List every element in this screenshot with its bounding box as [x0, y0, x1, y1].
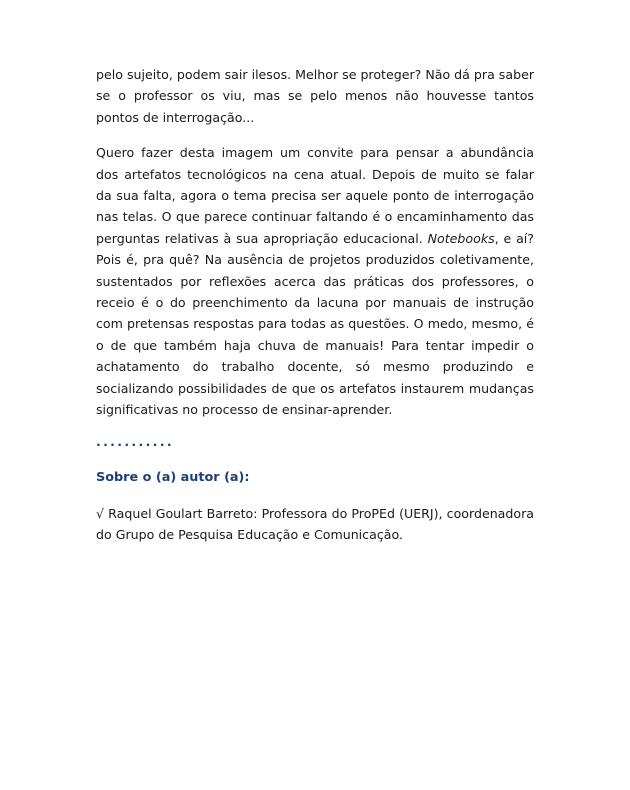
author-bio-text: Raquel Goulart Barreto: Professora do ProPEd (UERJ), coordenadora do Grupo de Pesquisa Educação e Comunicação. [96, 505, 534, 542]
author-heading: Sobre o (a) autor (a): [96, 469, 250, 485]
section-separator: ........... [96, 433, 174, 449]
paragraph-2-text-b: , e aí? Pois é, pra quê? Na ausência de projetos produzidos coletivamente, sustentados por reflexões acerca das práticas dos professores, o receio é o do preenchimento da lacuna por manuais de instrução com pretensas respostas para todas as questões. O medo, mesmo, é o de que também haja chuva de manuais! Para tentar impedir o achatamento do trabalho docente, só mesmo produzindo e socializando possibilidades de que os artefatos instaurem mudanças significativas no processo de ensinar-aprender. [96, 230, 534, 418]
article-body [96, 64, 534, 545]
paragraph-1: pelo sujeito, podem sair ilesos. Melhor se proteger? Não dá pra saber se o professor os viu, mas se pelo menos não houvesse tantos pontos de interrogação... [96, 67, 534, 125]
paragraph-2-text-a: Quero fazer desta imagem um convite para pensar a abundância dos artefatos tecnológicos na cena atual. Depois de muito se falar da sua falta, agora o tema precisa ser aquele ponto de interrogação nas telas. O que parece continuar faltando é o encaminhamento das perguntas relativas à sua apropriação educacional. [96, 145, 534, 246]
author-bio [96, 503, 534, 546]
notebooks-italic: Notebooks [427, 230, 495, 246]
check-icon: √ [96, 505, 105, 521]
paragraph-2 [96, 142, 534, 420]
